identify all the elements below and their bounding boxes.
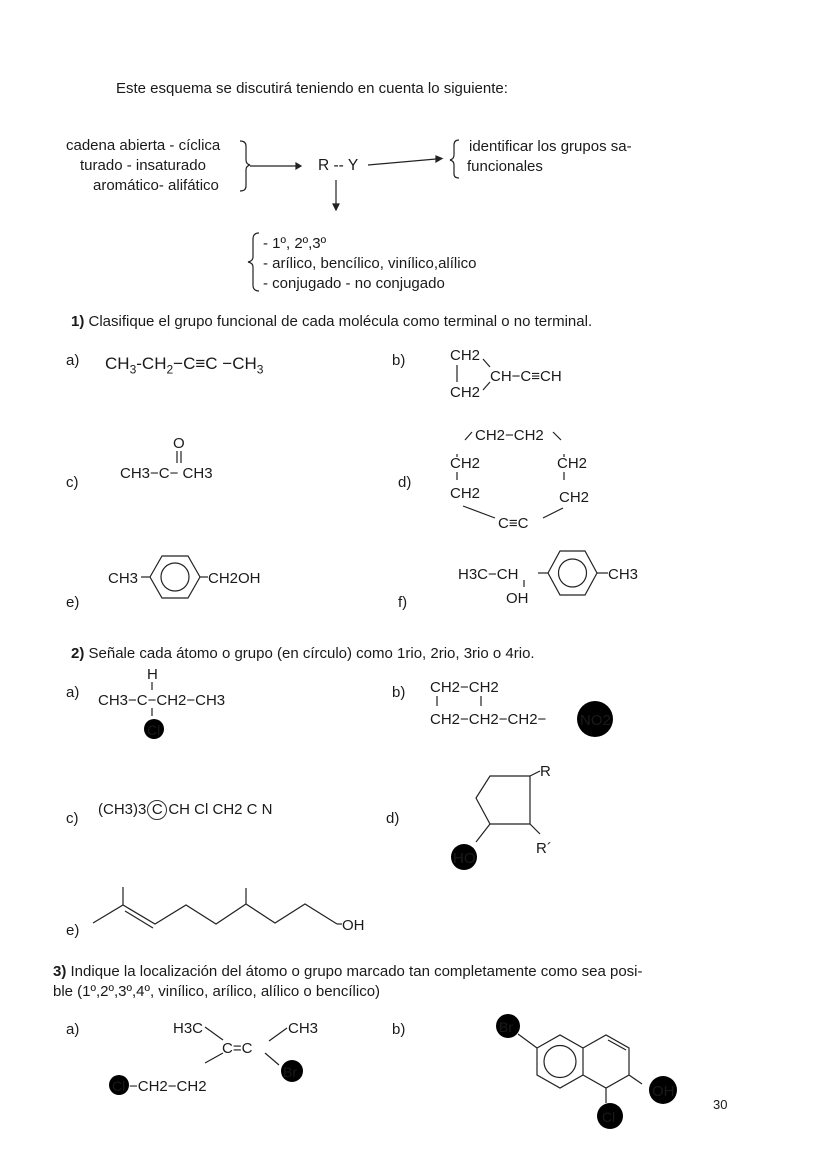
left-brace-icon xyxy=(450,140,459,178)
circled-bromine: Br xyxy=(283,1064,297,1080)
circled-chlorine: Cl xyxy=(147,722,161,738)
circled-nitro: NO2 xyxy=(580,712,611,729)
q1-molecule-b xyxy=(445,345,605,405)
r-prime-group-label: R´ xyxy=(536,840,552,857)
oxygen-label: O xyxy=(173,435,185,452)
hydroxyl-label: OH xyxy=(506,590,529,607)
ch2-label: CH2 xyxy=(559,489,590,506)
q2-molecule-d xyxy=(440,762,580,877)
q1-molecule-a xyxy=(105,355,263,378)
intro-right-item-2: funcionales xyxy=(467,158,543,175)
methyl-label: H3C xyxy=(173,1020,204,1037)
q1-label-f: f) xyxy=(398,594,408,611)
intro-bottom-item-1: - 1º, 2º,3º xyxy=(263,235,327,252)
ethyl-label: H3C−CH xyxy=(458,566,519,583)
page-number: 30 xyxy=(713,1097,728,1112)
q3-label-a: a) xyxy=(66,1021,80,1038)
intro-right-item-1: identificar los grupos sa- xyxy=(469,138,632,155)
intro-left-item-2: turado - insaturado xyxy=(80,157,206,174)
q1-molecule-d xyxy=(445,422,615,537)
q1-molecule-c xyxy=(120,432,260,487)
question-3-text-line-1: Indique la localización del átomo o grupo marcado tan completamente como sea posi- xyxy=(70,963,643,980)
question-1-number: 1) xyxy=(71,313,85,330)
question-3-number: 3) xyxy=(53,963,67,980)
intro-heading: Este esquema se discutirá teniendo en cuenta lo siguiente: xyxy=(116,80,508,97)
subscript: 2 xyxy=(166,362,174,377)
q2-molecule-c xyxy=(98,800,273,820)
chain-label: CH Cl CH2 C N xyxy=(168,801,273,818)
question-1 xyxy=(71,313,592,331)
r-y-group: R -- Y xyxy=(318,157,359,174)
hydrogen-label: H xyxy=(147,666,158,683)
formula-part: CH xyxy=(105,354,130,373)
q2-molecule-e xyxy=(90,880,380,940)
circled-carbon: C xyxy=(147,800,167,820)
circled-hydroxyl: OH xyxy=(652,1083,675,1100)
ethynyl-chain: CH−C≡CH xyxy=(490,368,562,385)
circled-chlorine: Cl xyxy=(112,1078,126,1094)
q2-label-a: a) xyxy=(66,684,80,701)
ch2-ch2-label: CH2−CH2 xyxy=(475,427,544,444)
ketone-chain: CH3−C− CH3 xyxy=(120,465,213,482)
formula-part: -CH xyxy=(136,354,167,373)
q2-molecule-a xyxy=(98,664,278,744)
q1-label-d: d) xyxy=(398,474,412,491)
question-2 xyxy=(71,645,535,663)
propyl-chain: CH2−CH2−CH2− xyxy=(430,711,547,728)
butane-chain: CH3−C−CH2−CH3 xyxy=(98,692,226,709)
q1-label-c: c) xyxy=(66,474,79,491)
q2-label-d: d) xyxy=(386,810,400,827)
benzene-ring-icon xyxy=(150,556,200,598)
q2-label-c: c) xyxy=(66,810,79,827)
right-brace-icon xyxy=(240,141,250,191)
intro-left-item-3: aromático- alifático xyxy=(93,177,219,194)
intro-left-item-1: cadena abierta - cíclica xyxy=(66,137,221,154)
left-brace-icon xyxy=(248,233,259,291)
q3-molecule-b xyxy=(490,1010,690,1135)
intro-bottom-item-3: - conjugado - no conjugado xyxy=(263,275,445,292)
q1-label-b: b) xyxy=(392,352,406,369)
circled-bromine: Br xyxy=(499,1019,513,1035)
ch2-ch2-label: CH2−CH2 xyxy=(430,679,499,696)
q1-label-a: a) xyxy=(66,352,80,369)
alkene-label: C=C xyxy=(222,1040,253,1057)
ch2-label: CH2 xyxy=(450,384,481,401)
ch2-label: CH2 xyxy=(557,455,588,472)
ch2-label: CH2 xyxy=(450,455,481,472)
r-group-label: R xyxy=(540,763,551,780)
question-3-text-line-2: ble (1º,2º,3º,4º, vinílico, arílico, alílico o bencílico) xyxy=(53,983,381,1000)
circled-chlorine: Cl xyxy=(602,1109,616,1125)
question-1-text: Clasifique el grupo funcional de cada molécula como terminal o no terminal. xyxy=(88,313,593,330)
ethyl-chain: −CH2−CH2 xyxy=(129,1078,207,1095)
methyl-label: CH3 xyxy=(108,570,139,587)
q3-label-b: b) xyxy=(392,1021,406,1038)
formula-part: −C≡C −CH xyxy=(173,354,257,373)
alkyne-label: C≡C xyxy=(498,515,529,532)
hydroxyl-label: OH xyxy=(342,917,365,934)
tert-butyl-label: (CH3)3 xyxy=(98,801,147,818)
subscript: 3 xyxy=(256,362,264,377)
q3-molecule-a xyxy=(105,1015,335,1100)
q2-molecule-b xyxy=(428,672,628,744)
circled-hydroxyl: HO xyxy=(453,850,476,867)
q1-molecule-f xyxy=(458,545,668,610)
q1-label-e: e) xyxy=(66,594,80,611)
methyl-label: CH3 xyxy=(608,566,639,583)
question-2-number: 2) xyxy=(71,645,85,662)
methyl-label: CH3 xyxy=(288,1020,319,1037)
ch2-label: CH2 xyxy=(450,347,481,364)
cyclopentane-ring-icon xyxy=(476,776,530,824)
q2-label-b: b) xyxy=(392,684,406,701)
hydroxymethyl-label: CH2OH xyxy=(208,570,261,587)
benzene-ring-icon xyxy=(548,551,597,595)
ch2-label: CH2 xyxy=(450,485,481,502)
intro-bottom-item-2: - arílico, bencílico, vinílico,alílico xyxy=(263,255,477,272)
subscript: 3 xyxy=(129,362,137,377)
q2-label-e: e) xyxy=(66,922,80,939)
q1-molecule-e xyxy=(108,548,308,608)
question-2-text: Señale cada átomo o grupo (en círculo) como 1rio, 2rio, 3rio o 4rio. xyxy=(88,645,535,662)
question-3 xyxy=(53,963,643,981)
